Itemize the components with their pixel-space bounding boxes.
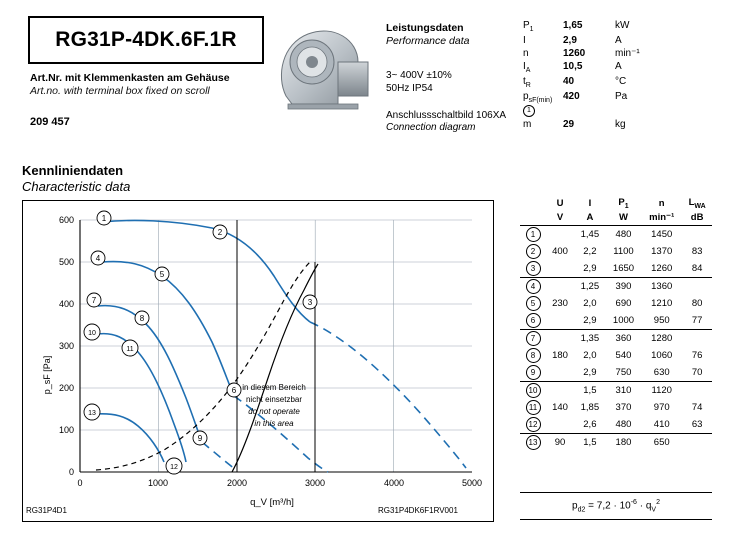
curve-7-8-9: [98, 306, 202, 442]
cell-l: 83: [691, 245, 703, 257]
cell-l: 74: [691, 401, 703, 413]
article-number-label-en: Art.no. with terminal box fixed on scroll: [30, 85, 210, 97]
svg-text:4000: 4000: [383, 478, 405, 488]
perf-row-tr: [523, 76, 653, 91]
table-row: [520, 364, 712, 382]
svg-text:300: 300: [58, 341, 74, 351]
svg-text:3000: 3000: [304, 478, 326, 488]
table-row: [520, 277, 712, 295]
perf-value-m: 29: [563, 119, 575, 130]
header-u: U: [556, 197, 564, 209]
perf-row-p1: [523, 20, 653, 35]
cell-l: 70: [691, 366, 703, 378]
cell-u: [546, 225, 574, 243]
cell-n: 1060: [651, 349, 673, 361]
cell-u: [546, 416, 574, 434]
article-number-value: 209 457: [30, 116, 70, 128]
row-marker: 5: [526, 296, 541, 311]
cell-l: 84: [691, 262, 703, 274]
perf-unit-ia: A: [615, 61, 622, 72]
svg-text:2: 2: [217, 228, 223, 237]
row-marker: 8: [526, 348, 541, 363]
dynamic-pressure-formula: $p_{d2} = 7,2 \cdot 10^{-6} \cdot q_V^2$: [520, 492, 712, 520]
svg-text:1000: 1000: [147, 478, 169, 488]
cell-n: 650: [641, 433, 682, 451]
header-unit-rpm: min⁻¹: [641, 211, 682, 226]
curve-10-11-12: [98, 334, 186, 462]
cell-l: 63: [691, 418, 703, 430]
table-row: [520, 225, 712, 243]
chart-gridlines: [80, 220, 472, 472]
curve-1-dashed: [310, 322, 466, 468]
cell-l: 77: [691, 314, 703, 326]
chart-xlabel: q_V [m³/h]: [250, 497, 294, 508]
svg-text:2000: 2000: [226, 478, 248, 488]
cell-n: 950: [653, 314, 670, 326]
perf-symbol-i: I: [523, 35, 526, 46]
perf-row-i: [523, 35, 653, 48]
svg-text:3: 3: [307, 298, 313, 307]
header-blank: [520, 196, 546, 211]
cell-u: [546, 260, 574, 278]
cell-i: 2,2: [583, 245, 597, 257]
svg-text:9: 9: [197, 434, 203, 443]
cell-p: 1000: [612, 314, 635, 326]
cell-u: 140: [552, 401, 568, 413]
cell-u: 180: [552, 349, 568, 361]
cell-i: 2,9: [583, 366, 597, 378]
curve-4-5-6: [102, 262, 234, 396]
header-lwa: $L_{WA}$: [688, 197, 706, 210]
perf-row-psf: [523, 91, 653, 119]
table-row: [520, 433, 712, 451]
perf-unit-psf: Pa: [615, 91, 628, 102]
perf-symbol-p1: $P_1$: [523, 20, 534, 33]
header-unit-blank: [520, 211, 546, 226]
perf-row-ia: [523, 61, 653, 76]
perf-symbol-n: n: [523, 48, 529, 59]
performance-data-table: [523, 20, 653, 132]
svg-text:10: 10: [88, 330, 96, 337]
cell-p: 480: [606, 225, 641, 243]
cell-p: 1650: [612, 262, 635, 274]
model-designation-box: [28, 16, 264, 64]
cell-i: 1,35: [574, 329, 606, 347]
cell-n: 970: [653, 401, 670, 413]
cell-l: [682, 329, 712, 347]
cell-n: 410: [653, 418, 670, 430]
fan-product-image: [272, 18, 376, 118]
table-row: [520, 416, 712, 434]
cell-u: [546, 312, 574, 330]
perf-unit-i: A: [615, 35, 622, 46]
cell-p: 540: [615, 349, 632, 361]
perf-value-n: 1260: [563, 48, 586, 59]
perf-value-psf: 420: [563, 91, 580, 102]
cell-n: 630: [653, 366, 670, 378]
cell-n: 1280: [641, 329, 682, 347]
chart-curves-dashed: [202, 322, 466, 472]
row-marker: 4: [526, 279, 541, 294]
cell-l: [682, 433, 712, 451]
svg-text:do not operate: do not operate: [248, 407, 300, 416]
cell-p: 370: [615, 401, 632, 413]
cell-u: 400: [552, 245, 568, 257]
svg-text:8: 8: [139, 314, 145, 323]
connection-diagram-de: Anschlussschaltbild 106XA: [386, 110, 507, 121]
connection-diagram-en: Connection diagram: [386, 122, 476, 133]
chart-ylabel: p_sF [Pa]: [42, 355, 52, 395]
perf-symbol-m: m: [523, 119, 532, 130]
svg-text:11: 11: [126, 346, 134, 353]
svg-text:600: 600: [58, 215, 74, 225]
chart-x-ticklabels: [77, 478, 482, 488]
cell-n: 1360: [641, 277, 682, 295]
cell-i: 2,9: [583, 262, 597, 274]
supply-voltage-line: 3~ 400V ±10%: [386, 70, 452, 81]
svg-text:4: 4: [95, 254, 101, 263]
svg-text:12: 12: [170, 464, 178, 471]
row-marker: 7: [526, 331, 541, 346]
cell-p: 690: [615, 297, 632, 309]
table-row: [520, 399, 712, 416]
cell-l: [682, 225, 712, 243]
performance-title-de: Leistungsdaten: [386, 22, 464, 34]
row-marker: 9: [526, 365, 541, 380]
cell-n: 1370: [651, 245, 673, 257]
curve-1-2-3: [102, 220, 310, 322]
perf-value-ia: 10,5: [563, 61, 583, 72]
row-marker: 13: [526, 435, 541, 450]
perf-value-i: 2,9: [563, 35, 577, 46]
row-marker: 10: [526, 383, 541, 398]
cell-u: 90: [546, 433, 574, 451]
cell-n: 1120: [641, 381, 682, 399]
row-marker: 3: [526, 261, 541, 276]
header-unit-a: A: [574, 211, 606, 226]
svg-text:5000: 5000: [461, 478, 483, 488]
table-row: [520, 329, 712, 347]
header-unit-v: V: [546, 211, 574, 226]
cell-u: [546, 381, 574, 399]
perf-row-m: [523, 119, 653, 132]
svg-text:in diesem Bereich: in diesem Bereich: [242, 383, 306, 392]
cell-p: 310: [606, 381, 641, 399]
row-marker: 6: [526, 313, 541, 328]
cell-i: 2,9: [583, 314, 597, 326]
chart-annotation: [242, 383, 306, 428]
perf-unit-n: min⁻¹: [615, 48, 640, 59]
row-marker: 1: [526, 227, 541, 242]
performance-title-en: Performance data: [386, 35, 470, 47]
article-number-label-de: Art.Nr. mit Klemmenkasten am Gehäuse: [30, 72, 230, 84]
section-title-en: Characteristic data: [22, 179, 131, 194]
perf-symbol-tr: $t_R$: [523, 76, 531, 89]
perf-value-tr: 40: [563, 76, 575, 87]
cell-i: 1,5: [574, 381, 606, 399]
svg-text:500: 500: [58, 257, 74, 267]
svg-text:0: 0: [68, 467, 74, 477]
cell-u: [546, 364, 574, 382]
cell-l: [682, 277, 712, 295]
table-row: [520, 243, 712, 260]
performance-chart: [22, 200, 492, 520]
table-row: [520, 295, 712, 312]
svg-text:13: 13: [88, 410, 96, 417]
svg-text:5: 5: [159, 270, 165, 279]
svg-text:7: 7: [91, 296, 97, 305]
row-marker: 2: [526, 244, 541, 259]
cell-l: 80: [691, 297, 703, 309]
perf-symbol-psf: $p_{sF(min)}$ 1: [523, 91, 563, 119]
cell-p: 1100: [613, 245, 634, 257]
cell-p: 180: [606, 433, 641, 451]
header-p1: $P_1$: [618, 197, 629, 210]
row-marker: 11: [526, 400, 541, 415]
cell-i: 1,85: [580, 401, 600, 413]
svg-text:1: 1: [101, 214, 107, 223]
svg-text:0: 0: [77, 478, 83, 488]
cell-u: [546, 329, 574, 347]
operating-points-table: [520, 196, 712, 451]
cell-i: 2,6: [583, 418, 597, 430]
curve-7-dashed: [202, 442, 236, 470]
cell-n: 1450: [641, 225, 682, 243]
row-marker: 12: [526, 417, 541, 432]
cell-l: 76: [691, 349, 703, 361]
cell-i: 2,0: [583, 349, 597, 361]
cell-l: [682, 381, 712, 399]
svg-text:100: 100: [58, 425, 74, 435]
cell-u: 230: [552, 297, 568, 309]
svg-text:200: 200: [58, 383, 74, 393]
header-unit-w: W: [606, 211, 641, 226]
cell-p: 480: [615, 418, 632, 430]
curve-13: [96, 414, 164, 462]
table-header-symbols: [520, 196, 712, 211]
cell-u: [546, 277, 574, 295]
section-title-de: Kennliniendaten: [22, 163, 124, 178]
cell-i: 1,25: [574, 277, 606, 295]
svg-text:6: 6: [231, 386, 237, 395]
table-row: [520, 312, 712, 330]
perf-unit-m: kg: [615, 119, 626, 130]
perf-symbol-ia: $I_A$: [523, 61, 531, 74]
svg-text:in this area: in this area: [254, 419, 294, 428]
curve-limit-solid: [232, 264, 318, 472]
model-designation: RG31P-4DK.6F.1R: [55, 28, 237, 51]
cell-n: 1260: [651, 262, 673, 274]
cell-p: 750: [615, 366, 632, 378]
perf-unit-tr: °C: [615, 76, 627, 87]
cell-i: 2,0: [583, 297, 597, 309]
perf-row-n: [523, 48, 653, 61]
table-header-units: [520, 211, 712, 226]
svg-text:nicht einsetzbar: nicht einsetzbar: [245, 395, 303, 404]
chart-footer-left: RG31P4D1: [26, 506, 67, 515]
cell-n: 1210: [651, 297, 673, 309]
header-n: n: [658, 197, 665, 209]
chart-y-ticklabels: [59, 215, 74, 477]
header-i: I: [588, 197, 592, 209]
footnote-marker-1: 1: [523, 105, 535, 117]
table-row: [520, 347, 712, 364]
perf-value-p1: 1,65: [563, 20, 583, 31]
table-row: [520, 381, 712, 399]
cell-i: 1,5: [574, 433, 606, 451]
cell-i: 1,45: [574, 225, 606, 243]
cell-p: 360: [606, 329, 641, 347]
table-row: [520, 260, 712, 278]
svg-text:400: 400: [58, 299, 74, 309]
chart-footer-right: RG31P4DK6F1RV001: [378, 506, 458, 515]
header-unit-db: dB: [682, 211, 712, 226]
supply-frequency-line: 50Hz IP54: [386, 83, 433, 94]
cell-p: 390: [606, 277, 641, 295]
perf-unit-p1: kW: [615, 20, 630, 31]
